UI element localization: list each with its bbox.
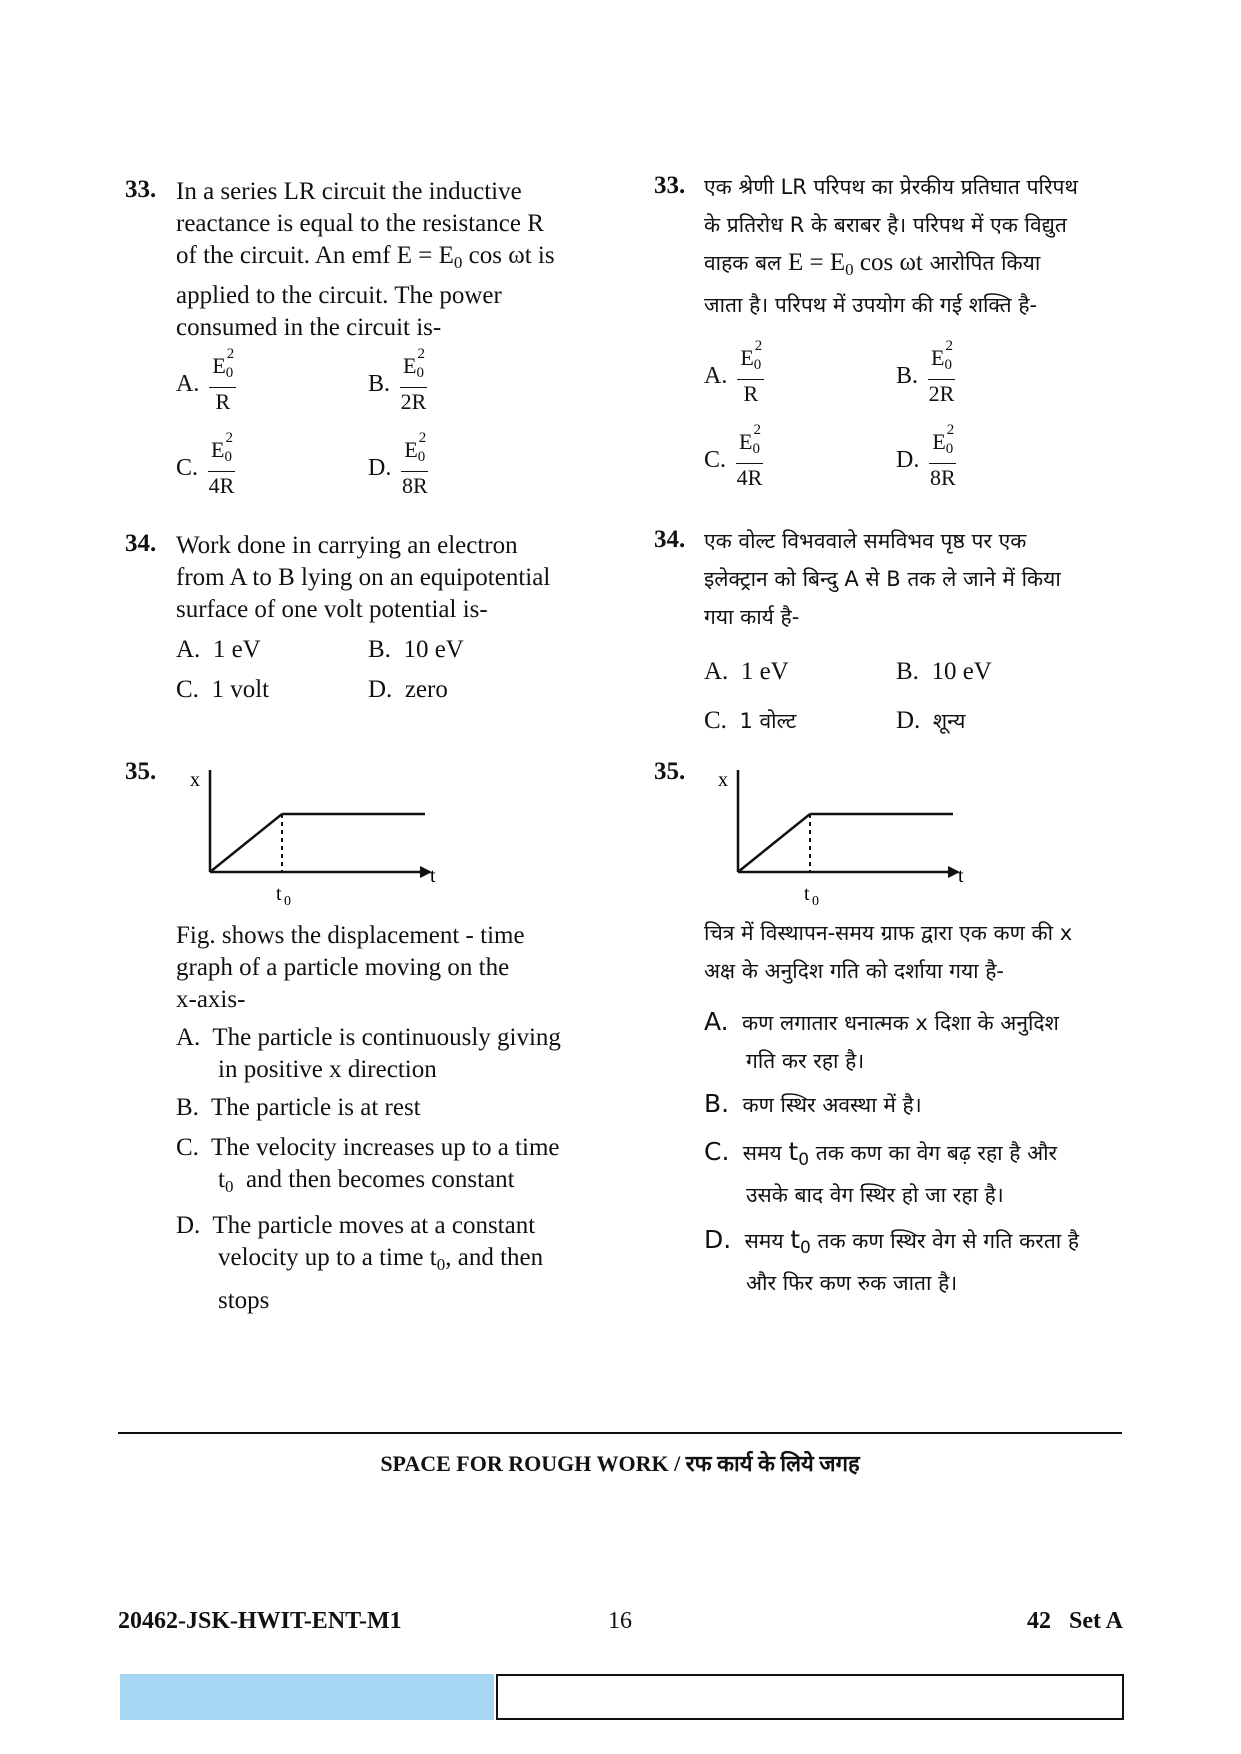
emf-formula: $E = E_0$ cos ωt <box>396 242 532 272</box>
q34-option-a-hi[interactable]: A. 1 eV <box>704 658 789 685</box>
displacement-time-graph-en <box>180 760 440 910</box>
graph-ramp-line <box>210 814 282 872</box>
q35-option-c-hi[interactable]: C. समय $t_0$ तक कण का वेग बढ़ रहा है और उसके बाद वेग स्थिर हो जा रहा है। <box>704 1137 1058 1207</box>
q34-option-a-en[interactable]: A. 1 eV <box>176 636 261 663</box>
graph-tick-sub: 0 <box>812 894 819 909</box>
graph-y-label: x <box>718 769 728 791</box>
q33-en-line: consumed in the circuit is- <box>176 314 442 341</box>
graph-y-label: x <box>190 769 200 791</box>
footer-answer-box[interactable] <box>496 1674 1124 1720</box>
q35-text-hi: चित्र में विस्थापन-समय ग्राफ द्वारा एक कण की x अक्ष के अनुदिश गति को दर्शाया गया है- <box>704 921 1073 983</box>
rough-work-label: SPACE FOR ROUGH WORK / रफ कार्य के लिये जगह <box>380 1451 860 1476</box>
q35-option-a-hi[interactable]: A. कण लगातार धनात्मक x दिशा के अनुदिश गति कर रहा है। <box>704 1007 1059 1073</box>
graph-tick-label: t <box>804 883 810 905</box>
q33-option-b-hi[interactable]: B. $E_0$ 2 2R <box>896 338 955 406</box>
graph-x-label: t <box>430 865 436 887</box>
rough-work-divider <box>118 1432 1122 1434</box>
q33-option-c-hi[interactable]: C. $E_0$ 2 4R <box>704 422 763 490</box>
q34-number-en: 34. <box>125 530 157 557</box>
graph-tick-label: t <box>276 883 282 905</box>
q34-number-hi: 34. <box>654 526 686 553</box>
q33-en-line: reactance is equal to the resistance R <box>176 210 544 237</box>
q34-option-d-en[interactable]: D. zero <box>368 676 448 703</box>
q35-option-d-en[interactable]: D. The particle moves at a constant velocity up to a time $t_0$, and then stops <box>176 1212 544 1314</box>
q34-option-c-hi[interactable]: C. 1 वोल्ट <box>704 707 797 734</box>
q33-option-c-en[interactable]: C. $E_0$ 2 4R <box>176 430 235 498</box>
q33-option-d-hi[interactable]: D. $E_0$ 2 8R <box>896 422 956 490</box>
graph-x-label: t <box>958 865 964 887</box>
graph-ramp-line <box>738 814 810 872</box>
q33-option-d-en[interactable]: D. $E_0$ 2 8R <box>368 430 428 498</box>
q35-option-b-hi[interactable]: B. कण स्थिर अवस्था में है। <box>704 1089 922 1118</box>
q34-option-b-en[interactable]: B. 10 eV <box>368 636 464 663</box>
q35-option-c-en[interactable]: C. The velocity increases up to a time $t_0$ and then becomes constant <box>176 1134 560 1196</box>
q33-option-a-en[interactable]: A. $E_0$ 2 R <box>176 346 235 414</box>
footer-paper-code: 20462-JSK-HWIT-ENT-M1 <box>118 1608 402 1634</box>
q34-option-c-en[interactable]: C. 1 volt <box>176 676 270 703</box>
q35-number-en: 35. <box>125 758 157 785</box>
footer-set-label: 42 Set A <box>1027 1608 1123 1634</box>
displacement-time-graph-hi <box>708 760 968 910</box>
q33-en-line: applied to the circuit. The power <box>176 282 502 309</box>
q33-en-line: of the circuit. An emf $E = E_0$ cos ωt is <box>176 242 555 272</box>
q35-option-b-en[interactable]: B. The particle is at rest <box>176 1094 421 1121</box>
q33-number-hi: 33. <box>654 172 686 199</box>
q34-option-b-hi[interactable]: B. 10 eV <box>896 658 992 685</box>
graph-tick-sub: 0 <box>284 894 291 909</box>
q35-text-en: Fig. shows the displacement - time graph of a particle moving on the x-axis- <box>176 922 525 1013</box>
q35-number-hi: 35. <box>654 758 686 785</box>
q33-number-en: 33. <box>125 176 157 203</box>
q33-en-line: In a series LR circuit the inductive <box>176 178 522 205</box>
q33-option-b-en[interactable]: B. $E_0$ 2 2R <box>368 346 427 414</box>
footer-blue-box <box>120 1674 494 1720</box>
q35-option-d-hi[interactable]: D. समय $t_0$ तक कण स्थिर वेग से गति करता है और फिर कण रुक जाता है। <box>704 1225 1080 1295</box>
emf-formula-hi: $E = E_0$ cos ωt <box>788 249 923 279</box>
q33-option-a-hi[interactable]: A. $E_0$ 2 R <box>704 338 763 406</box>
q35-option-a-en[interactable]: A. The particle is continuously giving in positive x direction <box>176 1024 561 1083</box>
q34-text-en: Work done in carrying an electron from A to B lying on an equipotential surface of one volt potential is- <box>176 532 551 623</box>
q34-text-hi: एक वोल्ट विभववाले समविभव पृष्ठ पर एक इलेक्ट्रान को बिन्दु A से B तक ले जाने में किया गया कार्य है- <box>704 529 1061 629</box>
q33-text-en <box>176 176 616 344</box>
footer-page-number: 16 <box>608 1608 632 1634</box>
q33-text-hi: एक श्रेणी LR परिपथ का प्रेरकीय प्रतिघात परिपथ के प्रतिरोध R के बराबर है। परिपथ में एक विद्युत वाहक बल $E = E_0$ cos ωt आरोपित किया जाता है। परिपथ में उपयोग की गई शक्ति है- <box>704 175 1078 317</box>
q34-option-d-hi[interactable]: D. शून्य <box>896 707 966 734</box>
